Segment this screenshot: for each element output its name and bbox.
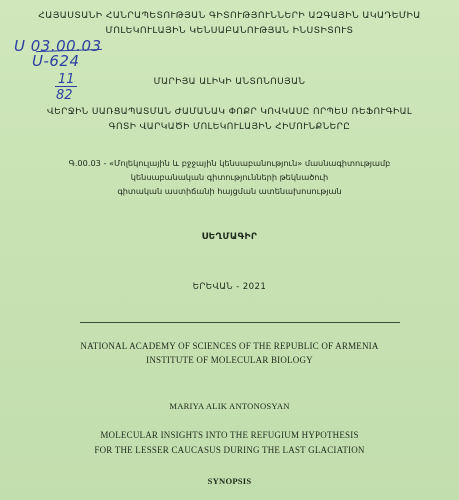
english-author-name: MARIYA ALIK ANTONOSYAN xyxy=(169,401,290,411)
english-institution-line2: INSTITUTE OF MOLECULAR BIOLOGY xyxy=(146,355,313,365)
english-title-line1: MOLECULAR INSIGHTS INTO THE REFUGIUM HYPOTHESIS xyxy=(100,430,359,440)
section-divider xyxy=(80,322,400,323)
armenian-title-line1: ՎԵՐՋԻՆ ՍԱՌՑԱՊԱՏՄԱՆ ԺԱՄԱՆԱԿ ՓՈՔՐ ԿՈՎԿԱՍԸ ՈՐՊԵՍ ՌԵՖՈՒԳԻԱԼ xyxy=(46,107,413,117)
handwritten-code-line2: U-624 xyxy=(32,52,80,70)
english-institution-line1: NATIONAL ACADEMY OF SCIENCES OF THE REPUBLIC OF ARMENIA xyxy=(80,341,379,351)
handwritten-fraction-bottom: 82 xyxy=(56,88,73,103)
armenian-synopsis-heading: ՍԵՂՄԱԳԻՐ xyxy=(201,232,258,242)
armenian-author-name: ՄԱՐԻՅԱ ԱԼԻԿԻ ԱՆՏՈՆՈՍՅԱՆ xyxy=(153,77,306,87)
handwritten-code-line1: U 03.00.03 xyxy=(14,37,102,55)
armenian-city-year: ԵՐԵՎԱՆ - 2021 xyxy=(192,282,267,292)
english-synopsis-heading: SYNOPSIS xyxy=(207,476,252,486)
armenian-specialty-line1: Գ.00.03 - «Մոլեկուլային և բջջային կենսաբանություն» մասնագիտությամբ xyxy=(68,158,391,168)
handwritten-fraction-top: 11 xyxy=(58,72,75,87)
english-title-line2: FOR THE LESSER CAUCASUS DURING THE LAST GLACIATION xyxy=(94,445,365,455)
armenian-institution-line2: ՄՈԼԵԿՈՒԼԱՅԻՆ ԿԵՆՍԱԲԱՆՈՒԹՅԱՆ ԻՆՍՏԻՏՈՒՏ xyxy=(105,25,354,36)
armenian-specialty-line3: գիտական աստիճանի հայցման ատենախոսության xyxy=(117,186,342,196)
armenian-institution-line1: ՀԱՅԱՍՏԱՆԻ ՀԱՆՐԱՊԵՏՈՒԹՅԱՆ ԳԻՏՈՒԹՅՈՒՆՆԵՐԻ ԱԶԳԱՅԻՆ ԱԿԱԴԵՄԻԱ xyxy=(38,10,421,21)
armenian-specialty-line2: կենսաբանական գիտությունների թեկնածուի xyxy=(130,172,329,182)
armenian-title-line2: ԳՈՏԻ ՎԱՐԿԱԾԻ ՄՈԼԵԿՈՒԼԱՅԻՆ ՀԻՄՈՒՆՔՆԵՐԸ xyxy=(108,122,351,132)
